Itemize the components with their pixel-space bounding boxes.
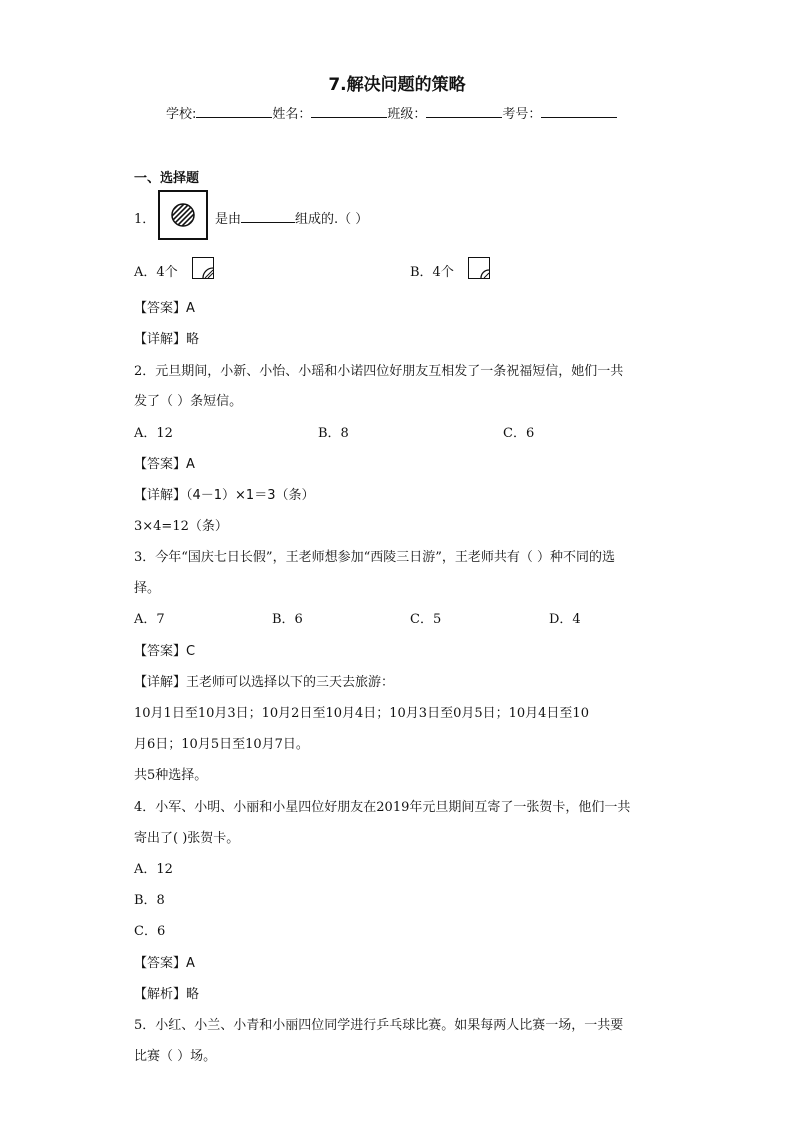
hatched-circle-icon	[171, 203, 195, 227]
q2-line1: 2．元旦期间，小新、小怡、小瑶和小诺四位好朋友互相发了一条祝福短信，她们一共	[134, 364, 624, 379]
q4-line2: 寄出了( )张贺卡。	[134, 831, 240, 846]
q3-option-b[interactable]: B．6	[272, 612, 303, 627]
q1-stem	[215, 208, 368, 227]
q3-detail-2: 10月1日至10月3日；10月2日至10月4日；10月3日至0月5日；10月4日至10	[134, 706, 589, 721]
q1-text-b: 组成的.（ ）	[295, 212, 369, 227]
q4-detail: 【解析】略	[134, 987, 200, 1002]
q1-detail: 【详解】略	[134, 332, 200, 347]
q3-detail-3: 月6日；10月5日至10月7日。	[134, 737, 309, 752]
q1-answer: 【答案】A	[134, 301, 195, 316]
q2-option-a[interactable]: A．12	[134, 426, 173, 441]
school-label: 学校:	[166, 107, 197, 122]
q3-detail-1: 【详解】王老师可以选择以下的三天去旅游：	[134, 675, 395, 690]
class-label: 班级：	[387, 107, 427, 122]
name-blank[interactable]	[311, 105, 387, 118]
q3-line2: 择。	[134, 581, 161, 596]
student-info-row	[166, 103, 617, 122]
q1-figure	[158, 190, 208, 240]
q2-line2: 发了（ ）条短信。	[134, 394, 243, 409]
q3-line1: 3．今年“国庆七日长假”，王老师想参加“西陵三日游”，王老师共有（ ）种不同的选	[134, 550, 615, 565]
quarter-arc-icon	[476, 265, 490, 279]
q1-answer-blank[interactable]	[241, 210, 295, 223]
q4-option-b[interactable]: B．8	[134, 893, 165, 908]
q3-option-a[interactable]: A．7	[134, 612, 165, 627]
q1-option-b[interactable]: B．4个	[410, 265, 454, 280]
q2-detail-2: 3×4=12（条）	[134, 519, 228, 534]
q2-answer: 【答案】A	[134, 457, 195, 472]
class-blank[interactable]	[426, 105, 502, 118]
q1-option-a-shape	[192, 257, 214, 279]
q2-option-b[interactable]: B．8	[318, 426, 349, 441]
q5-line1: 5．小红、小兰、小青和小丽四位同学进行乒乓球比赛。如果每两人比赛一场，一共要	[134, 1018, 624, 1033]
q3-detail-4: 共5种选择。	[134, 768, 208, 783]
q4-option-c[interactable]: C．6	[134, 924, 166, 939]
q3-option-d[interactable]: D．4	[549, 612, 581, 627]
quarter-arc-icon	[200, 265, 214, 279]
q4-line1: 4．小军、小明、小丽和小星四位好朋友在2019年元旦期间互寄了一张贺卡，他们一共	[134, 800, 631, 815]
q4-option-a[interactable]: A．12	[134, 862, 173, 877]
q3-answer: 【答案】C	[134, 644, 196, 659]
section-title: 一、选择题	[134, 171, 200, 186]
school-blank[interactable]	[196, 105, 272, 118]
id-blank[interactable]	[541, 105, 617, 118]
q4-answer: 【答案】A	[134, 956, 195, 971]
q1-option-b-shape	[468, 257, 490, 279]
name-label: 姓名：	[272, 107, 312, 122]
id-label: 考号：	[502, 107, 542, 122]
q2-option-c[interactable]: C．6	[503, 426, 535, 441]
q1-text-a: 是由	[215, 212, 242, 227]
q1-number: 1．	[134, 212, 156, 227]
q1-option-a[interactable]: A．4个	[134, 265, 178, 280]
page-title: 7.解决问题的策略	[328, 75, 466, 95]
q5-line2: 比赛（ ）场。	[134, 1049, 217, 1064]
q3-option-c[interactable]: C．5	[410, 612, 442, 627]
q2-detail-1: 【详解】（4－1）×1＝3（条）	[134, 488, 315, 503]
